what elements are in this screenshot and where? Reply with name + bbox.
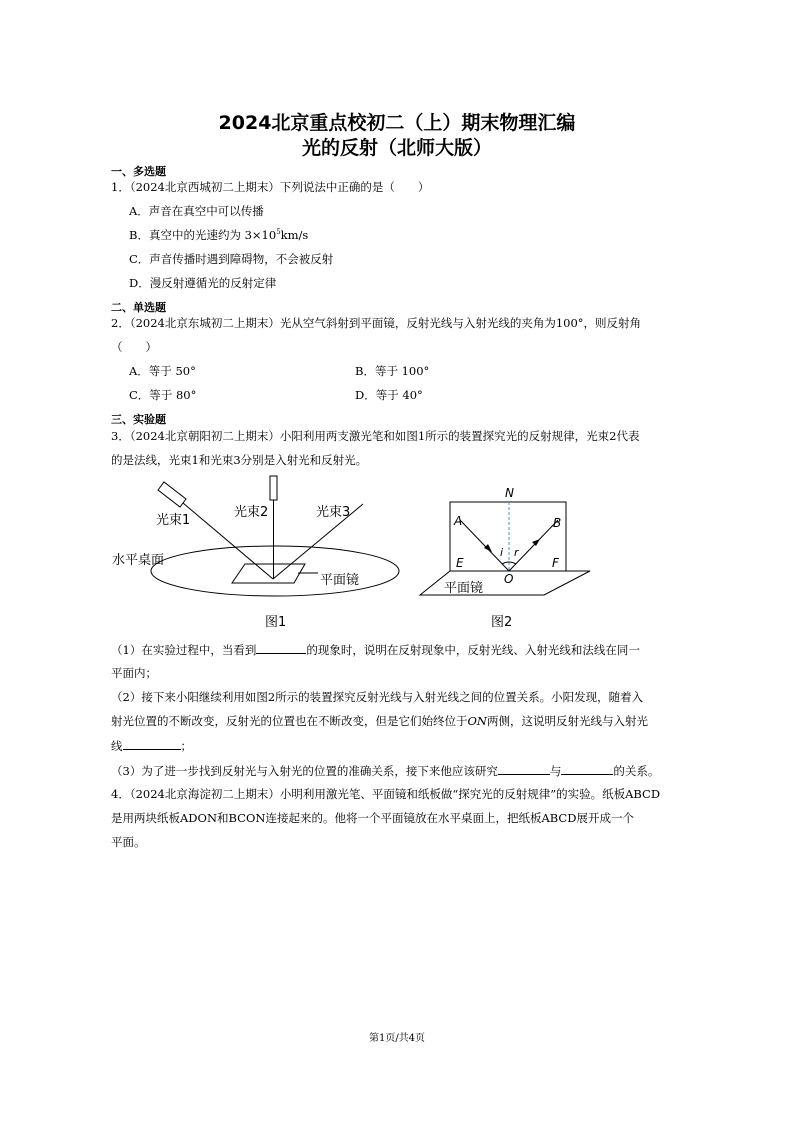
figure-1-diagram (108, 474, 408, 634)
point-e-label: E (456, 556, 464, 570)
q2-option-c: C．等于 80° (129, 388, 197, 402)
table-label: 水平桌面 (112, 553, 165, 568)
q1-stem: 1．（2024北京西城初二上期末）下列说法中正确的是（ ） (111, 180, 430, 194)
q3-sub1-line1: （1）在实验过程中，当看到 的现象时，说明在反射现象中，反射光线、入射光线和法线在同一 (111, 643, 640, 657)
q2-option-a: A．等于 50° (129, 364, 196, 378)
q1-option-d: D．漫反射遵循光的反射定律 (129, 276, 277, 290)
page-title: 2024北京重点校初二（上）期末物理汇编 (218, 112, 576, 134)
mirror-label-fig2: 平面镜 (444, 581, 484, 596)
section-heading-experiment: 三、实验题 (111, 413, 166, 426)
answer-blank[interactable] (498, 762, 550, 775)
q3-stem-line1: 3．（2024北京朝阳初二上期末）小阳利用两支激光笔和如图1所示的装置探究光的反射规律，光束2代表 (111, 429, 640, 443)
figure-2-caption: 图2 (491, 615, 513, 630)
q4-line3: 平面。 (111, 835, 146, 849)
point-n-label: N (505, 486, 514, 500)
q3-stem-line2: 的是法线，光束1和光束3分别是入射光和反射光。 (111, 453, 368, 467)
beam-1-label: 光束1 (156, 513, 191, 528)
q4-line1: 4．（2024北京海淀初二上期末）小明利用激光笔、平面镜和纸板做“探究光的反射规律”的实验。纸板ABCD (111, 787, 661, 801)
q3-sub3: （3）为了进一步找到反射光与入射光的位置的准确关系，接下来他应该研究 与 的关系。 (111, 764, 660, 778)
section-heading-multiple-choice: 一、多选题 (111, 165, 166, 178)
point-b-label: B (553, 516, 562, 530)
q4-line2: 是用两块纸板ADON和BCON连接起来的。他将一个平面镜放在水平桌面上，把纸板ABCD展开成一个 (111, 811, 634, 825)
q3-sub2-line1: （2）接下来小阳继续利用如图2所示的装置探究反射光线与入射光线之间的位置关系。小阳发现，随着入 (111, 690, 644, 704)
figure-1-caption: 图1 (265, 615, 287, 630)
q3-sub2-line3: 线 ； (111, 739, 192, 753)
section-heading-single-choice: 二、单选题 (111, 301, 166, 314)
q2-stem-line2: （ ） (111, 340, 157, 354)
q1-option-b: B．真空中的光速约为 $3\times 10^5km/s$ (129, 228, 309, 242)
figure-2-diagram (418, 480, 598, 635)
point-a-label: A (454, 514, 463, 528)
q3-sub1-line2: 平面内； (111, 666, 157, 680)
angle-i-label: i (500, 546, 504, 559)
paper-board (450, 502, 566, 571)
q2-option-b: B．等于 100° (355, 364, 430, 378)
answer-blank[interactable] (256, 641, 306, 654)
laser-pen-1 (158, 482, 186, 507)
answer-blank[interactable] (561, 762, 613, 775)
point-o-label: O (504, 572, 514, 586)
point-f-label: F (552, 556, 559, 570)
table-ellipse (151, 546, 399, 596)
q1-option-a: A．声音在真空中可以传播 (129, 204, 264, 218)
beam-2-label: 光束2 (234, 505, 269, 520)
mirror-shape (232, 564, 305, 583)
q3-sub2-line2: 射光位置的不断改变，反射光的位置也在不断改变，但是它们始终位于ON两侧，这说明反射光线与入射光 (111, 714, 648, 728)
q2-option-d: D．等于 40° (355, 388, 423, 402)
angle-r-label: r (514, 546, 519, 559)
q2-stem-line1: 2．（2024北京东城初二上期末）光从空气斜射到平面镜，反射光线与入射光线的夹角为100°，则反射角 (111, 316, 642, 330)
laser-pen-2 (270, 476, 277, 500)
mirror-label-fig1: 平面镜 (320, 573, 360, 588)
answer-blank[interactable] (123, 737, 181, 750)
page-footer: 第1页/共4页 (368, 1033, 426, 1044)
page-subtitle: 光的反射（北师大版） (301, 137, 492, 159)
q1-option-c: C．声音传播时遇到障碍物，不会被反射 (129, 252, 334, 266)
beam-3-label: 光束3 (316, 505, 351, 520)
